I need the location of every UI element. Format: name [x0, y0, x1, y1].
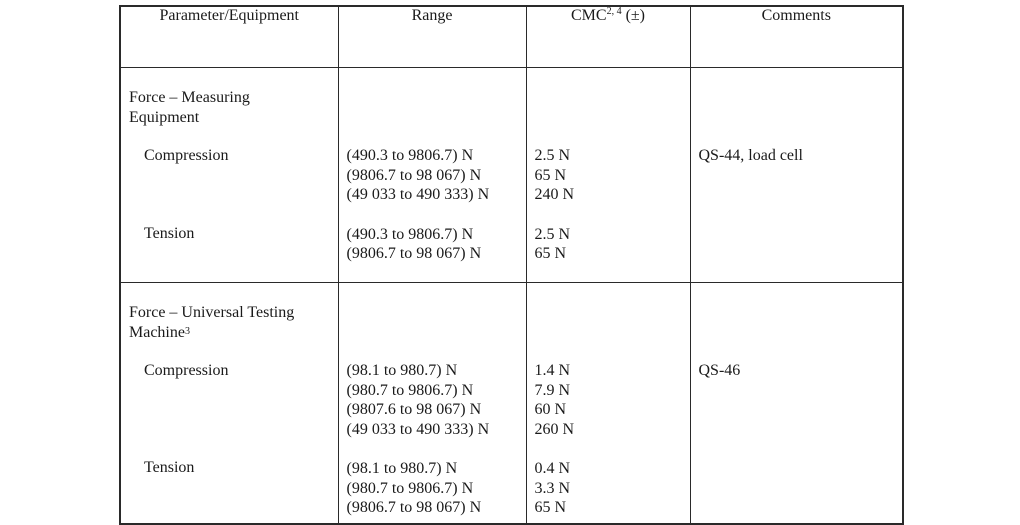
range-value: (9806.7 to 98 067) N	[346, 245, 482, 262]
table-row	[120, 68, 903, 283]
table-header-row	[120, 6, 903, 68]
group-name: Tension	[144, 224, 195, 242]
comment-text: QS-46	[698, 362, 741, 379]
section-parameter-cell	[120, 283, 338, 525]
header-cmc-suffix: (±)	[625, 7, 645, 24]
header-cmc	[526, 6, 690, 68]
range-value: (490.3 to 9806.7) N	[346, 147, 474, 164]
comment-text: QS-44, load cell	[698, 147, 803, 164]
section-parameter-cell	[120, 68, 338, 283]
section-cmc-cell	[526, 283, 690, 525]
range-value: (490.3 to 9806.7) N	[346, 225, 474, 243]
group-name: Compression	[144, 147, 229, 164]
cmc-value: 240 N	[534, 186, 575, 203]
cmc-value: 65 N	[534, 245, 567, 262]
header-parameter: Parameter/Equipment	[120, 6, 338, 68]
range-value: (49 033 to 490 333) N	[346, 420, 490, 438]
cmc-table	[119, 5, 904, 525]
cmc-value: 3.3 N	[534, 479, 571, 497]
cmc-value: 2.5 N	[534, 225, 571, 243]
group-name: Tension	[144, 458, 195, 476]
range-value: (980.7 to 9806.7) N	[346, 479, 474, 497]
cmc-value: 1.4 N	[534, 362, 571, 379]
section-range-cell	[338, 68, 526, 283]
group-name: Compression	[144, 362, 229, 379]
cmc-value: 65 N	[534, 166, 567, 184]
section-comment-cell	[690, 68, 903, 283]
section-title-line2: Machine$^3$	[129, 323, 190, 341]
range-value: (9807.6 to 98 067) N	[346, 401, 482, 418]
section-range-cell	[338, 283, 526, 525]
range-value: (98.1 to 980.7) N	[346, 460, 458, 477]
table-row	[120, 283, 903, 525]
cmc-value: 60 N	[534, 401, 567, 418]
section-comment-cell	[690, 283, 903, 525]
cmc-value: 260 N	[534, 420, 575, 438]
range-value: (49 033 to 490 333) N	[346, 186, 490, 203]
section-title-footnote: 3	[184, 325, 190, 337]
cmc-value: 0.4 N	[534, 460, 571, 477]
range-value: (9806.7 to 98 067) N	[346, 499, 482, 516]
section-title-line2: Equipment	[129, 108, 200, 126]
range-value: (980.7 to 9806.7) N	[346, 381, 474, 399]
header-range: Range	[338, 6, 526, 68]
section-title: Force – Measuring	[129, 89, 250, 106]
header-cmc-label: CMC	[570, 7, 607, 24]
section-title: Force – Universal Testing	[129, 304, 295, 321]
header-cmc-footnote: 2, 4	[606, 6, 622, 17]
range-value: (9806.7 to 98 067) N	[346, 166, 482, 184]
range-value: (98.1 to 980.7) N	[346, 362, 458, 379]
cmc-value: 7.9 N	[534, 381, 571, 399]
section-cmc-cell	[526, 68, 690, 283]
header-comments: Comments	[690, 6, 903, 68]
cmc-value: 65 N	[534, 499, 567, 516]
cmc-value: 2.5 N	[534, 147, 571, 164]
